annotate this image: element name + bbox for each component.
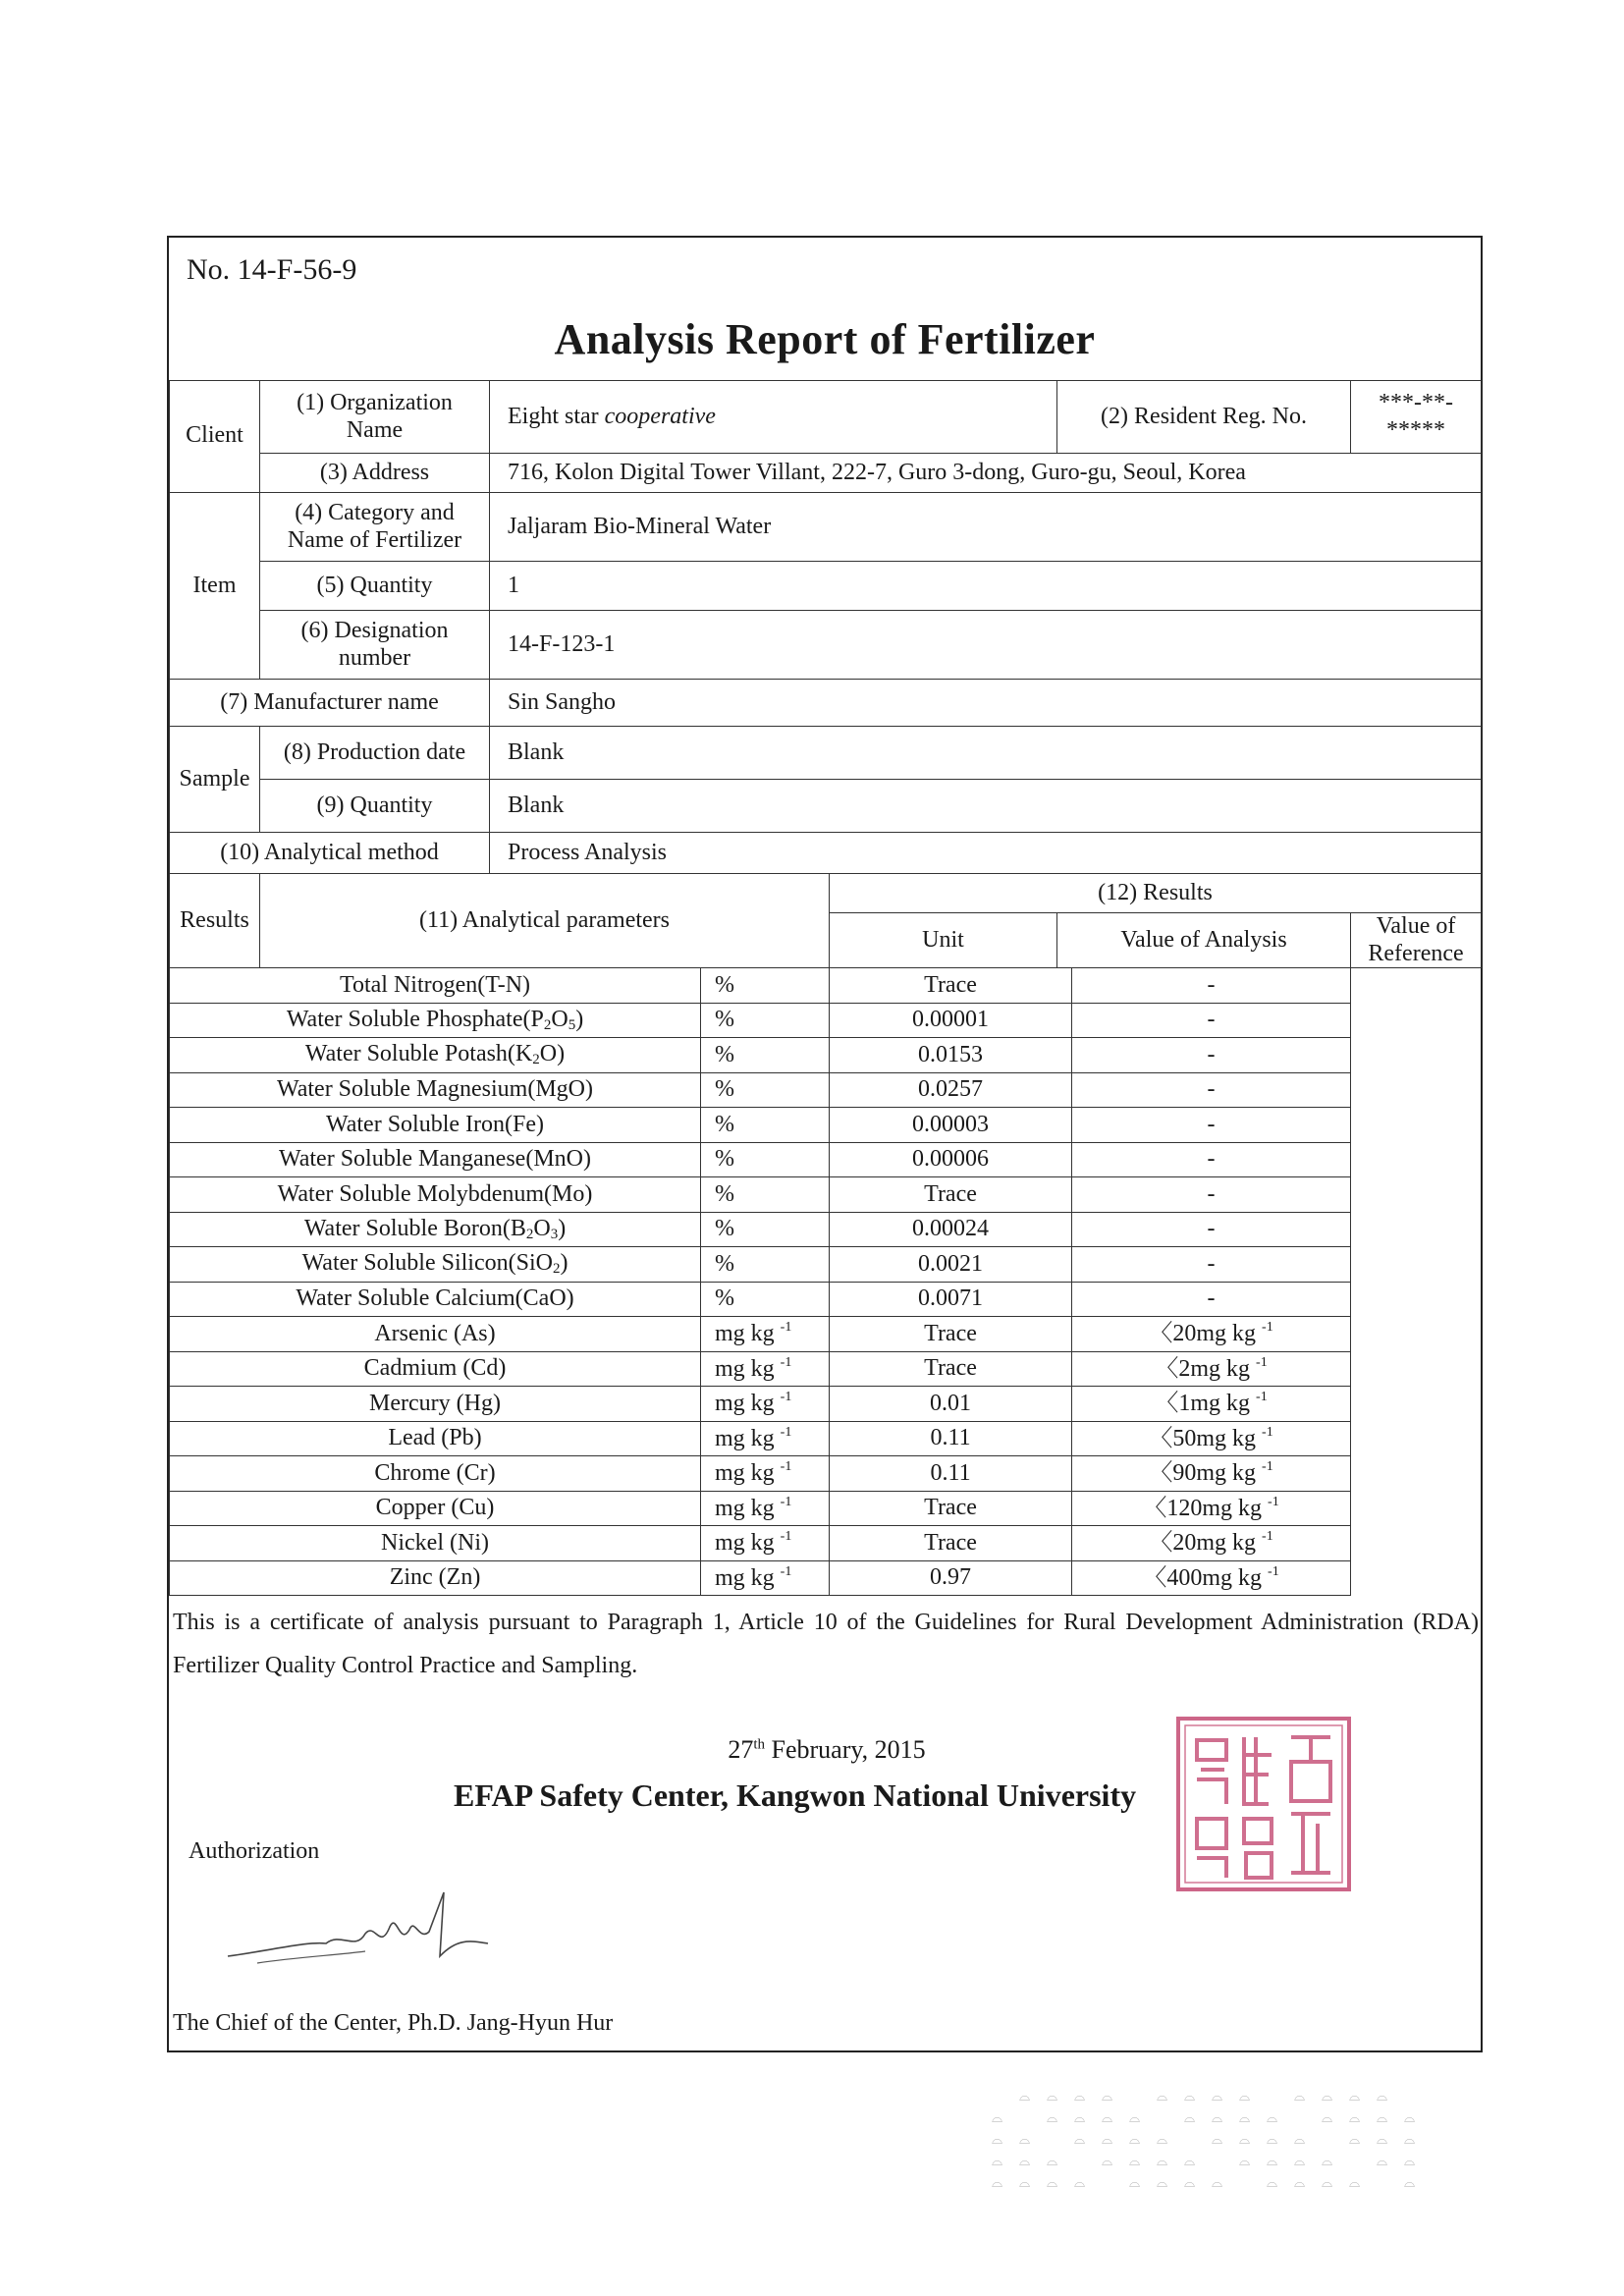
unit-text: mg kg [715, 1564, 775, 1591]
parameter-subscript: 3 [550, 1226, 559, 1242]
parameter-text: Arsenic (As) [374, 1320, 496, 1346]
unit-cell [701, 1560, 830, 1596]
result-row [170, 1142, 1482, 1177]
unit-text: % [715, 971, 734, 998]
scan-mark: ⌓ [1074, 2176, 1086, 2191]
result-row [170, 1072, 1482, 1108]
production-date-value: Blank [490, 727, 1482, 780]
parameter-text: Water Soluble Manganese(MnO) [279, 1146, 591, 1173]
address-value: 716, Kolon Digital Tower Villant, 222-7, Guro 3-dong, Guro-gu, Seoul, Korea [490, 454, 1482, 493]
scan-mark: ⌓ [1184, 2111, 1196, 2126]
scan-mark: ⌓ [1047, 2155, 1058, 2169]
unit-cell [701, 1491, 830, 1526]
parameter-name [170, 1282, 701, 1317]
reference-value [1072, 1491, 1351, 1526]
result-row [170, 1177, 1482, 1213]
scan-mark: ⌓ [1294, 2133, 1306, 2148]
parameter-name [170, 1387, 701, 1422]
analysis-value: Trace [830, 1491, 1072, 1526]
reference-value [1072, 1456, 1351, 1492]
reference-text: - [1207, 1076, 1216, 1103]
reference-value [1072, 1212, 1351, 1247]
unit-exponent: -1 [780, 1529, 792, 1545]
unit-cell [701, 1351, 830, 1387]
reference-exponent: -1 [1268, 1494, 1279, 1509]
parameter-text: Zinc (Zn) [389, 1564, 481, 1591]
unit-header: Unit [830, 913, 1057, 968]
analysis-value: 0.0257 [830, 1072, 1072, 1108]
parameter-name [170, 1456, 701, 1492]
scan-mark: ⌓ [1239, 2155, 1251, 2169]
parameter-name [170, 1317, 701, 1352]
reference-text: 〈1mg kg [1155, 1391, 1251, 1417]
result-row [170, 1421, 1482, 1456]
scan-mark: ⌓ [1349, 2111, 1361, 2126]
parameter-text: Water Soluble Calcium(CaO) [296, 1285, 574, 1312]
org-name-plain: Eight star [508, 403, 599, 429]
scan-mark: ⌓ [992, 2176, 1003, 2191]
scan-mark: ⌓ [1294, 2176, 1306, 2191]
scan-mark: ⌓ [1404, 2133, 1416, 2148]
scan-mark: ⌓ [1322, 2155, 1333, 2169]
parameter-text: Nickel (Ni) [381, 1529, 489, 1556]
result-row [170, 1351, 1482, 1387]
scan-mark: ⌓ [1322, 2090, 1333, 2105]
reference-text: - [1207, 1216, 1216, 1242]
unit-exponent: -1 [780, 1320, 792, 1336]
unit-exponent: -1 [780, 1494, 792, 1509]
analysis-value: Trace [830, 1351, 1072, 1387]
reference-text: 〈50mg kg [1149, 1425, 1257, 1451]
unit-cell [701, 1038, 830, 1073]
sample-group-label: Sample [170, 727, 260, 833]
resident-reg-value: ***-**-***** [1351, 381, 1482, 454]
parameter-text: Cadmium (Cd) [363, 1355, 507, 1382]
parameter-subscript: 5 [568, 1016, 576, 1033]
unit-text: mg kg [715, 1321, 775, 1347]
sample-quantity-value: Blank [490, 780, 1482, 833]
scan-mark: ⌓ [992, 2155, 1003, 2169]
category-label: (4) Category and Name of Fertilizer [260, 493, 490, 562]
unit-text: % [715, 1111, 734, 1137]
scan-mark: ⌓ [1019, 2133, 1031, 2148]
scan-mark: ⌓ [1074, 2133, 1086, 2148]
parameter-text: Water Soluble Silicon(SiO [301, 1250, 553, 1277]
unit-text: % [715, 1007, 734, 1033]
scan-mark: ⌓ [1157, 2133, 1168, 2148]
analysis-value: Trace [830, 1526, 1072, 1561]
result-row [170, 1282, 1482, 1317]
scan-mark: ⌓ [1322, 2176, 1333, 2191]
unit-text: % [715, 1216, 734, 1242]
scan-mark: ⌓ [1377, 2155, 1388, 2169]
scan-mark: ⌓ [1157, 2090, 1168, 2105]
parameter-text: Water Soluble Iron(Fe) [326, 1111, 544, 1137]
item-group-label: Item [170, 493, 260, 680]
scan-mark: ⌓ [1102, 2155, 1113, 2169]
scan-mark: ⌓ [1267, 2155, 1278, 2169]
reference-text: - [1207, 1146, 1216, 1173]
reference-value [1072, 1560, 1351, 1596]
scan-mark: ⌓ [1102, 2090, 1113, 2105]
parameter-subscript: 2 [543, 1016, 552, 1033]
results-group-label: Results [170, 874, 260, 968]
official-seal [1175, 1716, 1352, 1892]
parameter-text: Chrome (Cr) [374, 1459, 496, 1486]
analysis-value: 0.01 [830, 1387, 1072, 1422]
unit-exponent: -1 [780, 1424, 792, 1440]
reference-text: - [1207, 971, 1216, 998]
reference-value [1072, 968, 1351, 1004]
parameter-name [170, 1177, 701, 1213]
reference-text: - [1207, 1180, 1216, 1207]
unit-text: % [715, 1250, 734, 1277]
reference-value [1072, 1003, 1351, 1038]
parameter-name [170, 1526, 701, 1561]
report-number: No. 14-F-56-9 [187, 253, 357, 286]
result-row [170, 1108, 1482, 1143]
parameter-name [170, 1247, 701, 1283]
parameter-text: O [551, 1006, 568, 1032]
parameter-text: O) [539, 1041, 566, 1067]
scan-mark: ⌓ [1212, 2133, 1223, 2148]
date-rest: February, 2015 [771, 1735, 926, 1764]
scan-mark: ⌓ [1047, 2090, 1058, 2105]
parameter-text: Water Soluble Boron(B [303, 1215, 526, 1241]
parameter-text: ) [560, 1250, 568, 1277]
result-row [170, 1247, 1482, 1283]
reference-exponent: -1 [1262, 1424, 1273, 1440]
reference-value [1072, 1317, 1351, 1352]
designation-value: 14-F-123-1 [490, 611, 1482, 680]
parameter-text: Copper (Cu) [375, 1495, 495, 1521]
parameter-text: Lead (Pb) [388, 1425, 482, 1451]
method-value: Process Analysis [490, 833, 1482, 874]
scan-mark: ⌓ [1074, 2111, 1086, 2126]
unit-text: % [715, 1180, 734, 1207]
scan-mark: ⌓ [1047, 2176, 1058, 2191]
analysis-value: 0.0021 [830, 1247, 1072, 1283]
unit-exponent: -1 [780, 1354, 792, 1370]
scan-mark: ⌓ [1212, 2111, 1223, 2126]
designation-label: (6) Designation number [260, 611, 490, 680]
analysis-value: 0.0153 [830, 1038, 1072, 1073]
analysis-value: Trace [830, 968, 1072, 1004]
scan-mark: ⌓ [1294, 2090, 1306, 2105]
analysis-value: Trace [830, 1177, 1072, 1213]
unit-text: % [715, 1076, 734, 1103]
analysis-value: 0.11 [830, 1456, 1072, 1492]
reference-text: 〈400mg kg [1143, 1564, 1263, 1591]
unit-text: mg kg [715, 1460, 775, 1487]
result-row [170, 1456, 1482, 1492]
scan-mark: ⌓ [1019, 2176, 1031, 2191]
parameter-subscript: 2 [532, 1052, 540, 1068]
unit-cell [701, 1177, 830, 1213]
reference-exponent: -1 [1256, 1354, 1268, 1370]
scan-mark: ⌓ [1212, 2090, 1223, 2105]
parameter-name [170, 1142, 701, 1177]
unit-text: mg kg [715, 1355, 775, 1382]
parameter-text: Water Soluble Potash(K [304, 1041, 533, 1067]
org-name-label: (1) Organization Name [260, 381, 490, 454]
unit-cell [701, 1212, 830, 1247]
unit-cell [701, 1526, 830, 1561]
value-header: Value of Analysis [1057, 913, 1351, 968]
scan-mark: ⌓ [1184, 2176, 1196, 2191]
certificate-text: This is a certificate of analysis pursuant to Paragraph 1, Article 10 of the Guidelines for Rural Development Administration (RDA) Fertilizer Quality Control Practice and Sampling. [173, 1610, 1479, 1678]
reference-value [1072, 1282, 1351, 1317]
parameter-name [170, 1212, 701, 1247]
scan-mark: ⌓ [1239, 2133, 1251, 2148]
parameter-text: Water Soluble Magnesium(MgO) [276, 1076, 593, 1103]
reference-value [1072, 1526, 1351, 1561]
result-row [170, 1526, 1482, 1561]
scan-mark: ⌓ [1102, 2111, 1113, 2126]
reference-value [1072, 1421, 1351, 1456]
scan-mark: ⌓ [1102, 2133, 1113, 2148]
scan-mark: ⌓ [1377, 2090, 1388, 2105]
unit-cell [701, 1072, 830, 1108]
manufacturer-value: Sin Sangho [490, 680, 1482, 727]
reference-value [1072, 1247, 1351, 1283]
scan-mark: ⌓ [1349, 2176, 1361, 2191]
parameter-text: ) [558, 1215, 567, 1241]
item-quantity-value: 1 [490, 562, 1482, 611]
date-suffix: th [753, 1736, 765, 1753]
parameter-name [170, 1421, 701, 1456]
result-row [170, 1491, 1482, 1526]
unit-text: mg kg [715, 1495, 775, 1521]
unit-cell [701, 1421, 830, 1456]
unit-cell [701, 1003, 830, 1038]
analysis-value: 0.00001 [830, 1003, 1072, 1038]
unit-exponent: -1 [780, 1459, 792, 1475]
scan-mark: ⌓ [1074, 2090, 1086, 2105]
analysis-value: Trace [830, 1317, 1072, 1352]
scan-mark: ⌓ [1377, 2133, 1388, 2148]
parameter-name [170, 1038, 701, 1073]
result-row [170, 1038, 1482, 1073]
scan-mark: ⌓ [1212, 2176, 1223, 2191]
scan-mark: ⌓ [1129, 2155, 1141, 2169]
resident-reg-label: (2) Resident Reg. No. [1057, 381, 1351, 454]
reference-header: Value of Reference [1351, 913, 1482, 968]
scan-mark: ⌓ [1267, 2111, 1278, 2126]
parameter-text: Water Soluble Phosphate(P [286, 1006, 544, 1032]
scan-artifact-marks [982, 2087, 1434, 2205]
unit-cell [701, 1282, 830, 1317]
scan-mark: ⌓ [1129, 2176, 1141, 2191]
reference-text: 〈2mg kg [1155, 1355, 1251, 1382]
reference-text: 〈20mg kg [1149, 1321, 1257, 1347]
unit-cell [701, 1387, 830, 1422]
parameter-text: Mercury (Hg) [369, 1390, 501, 1416]
unit-cell [701, 1317, 830, 1352]
parameter-name [170, 1491, 701, 1526]
address-label: (3) Address [260, 454, 490, 493]
reference-text: - [1207, 1111, 1216, 1137]
reference-text: - [1207, 1250, 1216, 1277]
org-name-italic: cooperative [604, 403, 716, 429]
scan-mark: ⌓ [1377, 2111, 1388, 2126]
analysis-value: 0.0071 [830, 1282, 1072, 1317]
scan-mark: ⌓ [1349, 2133, 1361, 2148]
sample-quantity-label: (9) Quantity [260, 780, 490, 833]
reference-exponent: -1 [1262, 1320, 1273, 1336]
reference-text: - [1207, 1285, 1216, 1312]
scan-mark: ⌓ [1019, 2155, 1031, 2169]
reference-exponent: -1 [1262, 1529, 1273, 1545]
parameter-name [170, 968, 701, 1004]
method-label: (10) Analytical method [170, 833, 490, 874]
scan-mark: ⌓ [1129, 2111, 1141, 2126]
parameter-text: ) [575, 1006, 584, 1032]
scan-mark: ⌓ [1047, 2111, 1058, 2126]
scan-mark: ⌓ [1404, 2111, 1416, 2126]
unit-cell [701, 1247, 830, 1283]
unit-text: % [715, 1285, 734, 1312]
reference-value [1072, 1351, 1351, 1387]
result-row [170, 1212, 1482, 1247]
scan-mark: ⌓ [1404, 2176, 1416, 2191]
reference-value [1072, 1038, 1351, 1073]
scan-mark: ⌓ [1267, 2133, 1278, 2148]
reference-text: 〈20mg kg [1149, 1530, 1257, 1557]
parameter-name [170, 1351, 701, 1387]
handwritten-signature [218, 1873, 513, 1981]
scan-mark: ⌓ [1267, 2176, 1278, 2191]
results-label: (12) Results [830, 874, 1482, 913]
unit-text: mg kg [715, 1530, 775, 1557]
reference-text: - [1207, 1007, 1216, 1033]
scan-mark: ⌓ [1184, 2155, 1196, 2169]
parameter-text: Total Nitrogen(T-N) [339, 971, 531, 998]
params-label: (11) Analytical parameters [260, 874, 830, 968]
scan-mark: ⌓ [1019, 2090, 1031, 2105]
result-row [170, 1560, 1482, 1596]
parameter-name [170, 1108, 701, 1143]
reference-value [1072, 1108, 1351, 1143]
reference-value [1072, 1177, 1351, 1213]
scan-mark: ⌓ [1157, 2176, 1168, 2191]
result-row [170, 1387, 1482, 1422]
scan-mark: ⌓ [1157, 2155, 1168, 2169]
analysis-value: 0.11 [830, 1421, 1072, 1456]
manufacturer-label: (7) Manufacturer name [170, 680, 490, 727]
scan-mark: ⌓ [1349, 2090, 1361, 2105]
parameter-name [170, 1072, 701, 1108]
issuing-organization: EFAP Safety Center, Kangwon National University [454, 1777, 1137, 1813]
reference-value [1072, 1072, 1351, 1108]
production-date-label: (8) Production date [260, 727, 490, 780]
parameter-name [170, 1560, 701, 1596]
unit-text: mg kg [715, 1425, 775, 1451]
unit-exponent: -1 [780, 1563, 792, 1579]
reference-exponent: -1 [1256, 1390, 1268, 1405]
scan-mark: ⌓ [1129, 2133, 1141, 2148]
unit-cell [701, 1456, 830, 1492]
parameter-subscript: 2 [552, 1261, 561, 1278]
category-value: Jaljaram Bio-Mineral Water [490, 493, 1482, 562]
scan-mark: ⌓ [1294, 2155, 1306, 2169]
result-row [170, 1003, 1482, 1038]
analysis-value: 0.00006 [830, 1142, 1072, 1177]
parameter-text: O [533, 1215, 551, 1241]
org-name-value [490, 381, 1057, 454]
date-day: 27 [728, 1735, 754, 1764]
unit-cell [701, 1142, 830, 1177]
reference-text: - [1207, 1041, 1216, 1067]
unit-text: % [715, 1146, 734, 1173]
parameter-subscript: 2 [525, 1226, 534, 1242]
scan-mark: ⌓ [1239, 2111, 1251, 2126]
scan-mark: ⌓ [1404, 2155, 1416, 2169]
result-row [170, 968, 1482, 1004]
reference-exponent: -1 [1268, 1563, 1279, 1579]
signatory: The Chief of the Center, Ph.D. Jang-Hyun Hur [173, 2010, 614, 2036]
scan-mark: ⌓ [1239, 2090, 1251, 2105]
reference-text: 〈90mg kg [1149, 1460, 1257, 1487]
report-table [169, 380, 1482, 1596]
scan-mark: ⌓ [992, 2111, 1003, 2126]
reference-value [1072, 1142, 1351, 1177]
analysis-value: 0.00024 [830, 1212, 1072, 1247]
unit-cell [701, 968, 830, 1004]
result-row [170, 1317, 1482, 1352]
item-quantity-label: (5) Quantity [260, 562, 490, 611]
scan-mark: ⌓ [992, 2133, 1003, 2148]
unit-exponent: -1 [780, 1390, 792, 1405]
client-group-label: Client [170, 381, 260, 493]
analysis-value: 0.00003 [830, 1108, 1072, 1143]
analysis-value: 0.97 [830, 1560, 1072, 1596]
reference-value [1072, 1387, 1351, 1422]
unit-text: % [715, 1041, 734, 1067]
scan-mark: ⌓ [1322, 2111, 1333, 2126]
report-title: Analysis Report of Fertilizer [554, 315, 1096, 363]
scan-mark: ⌓ [1184, 2090, 1196, 2105]
report-frame [167, 236, 1483, 2052]
unit-text: mg kg [715, 1391, 775, 1417]
parameter-name [170, 1003, 701, 1038]
reference-text: 〈120mg kg [1143, 1495, 1263, 1521]
authorization-label: Authorization [189, 1838, 320, 1864]
unit-cell [701, 1108, 830, 1143]
reference-exponent: -1 [1262, 1459, 1273, 1475]
parameter-text: Water Soluble Molybdenum(Mo) [277, 1180, 593, 1207]
